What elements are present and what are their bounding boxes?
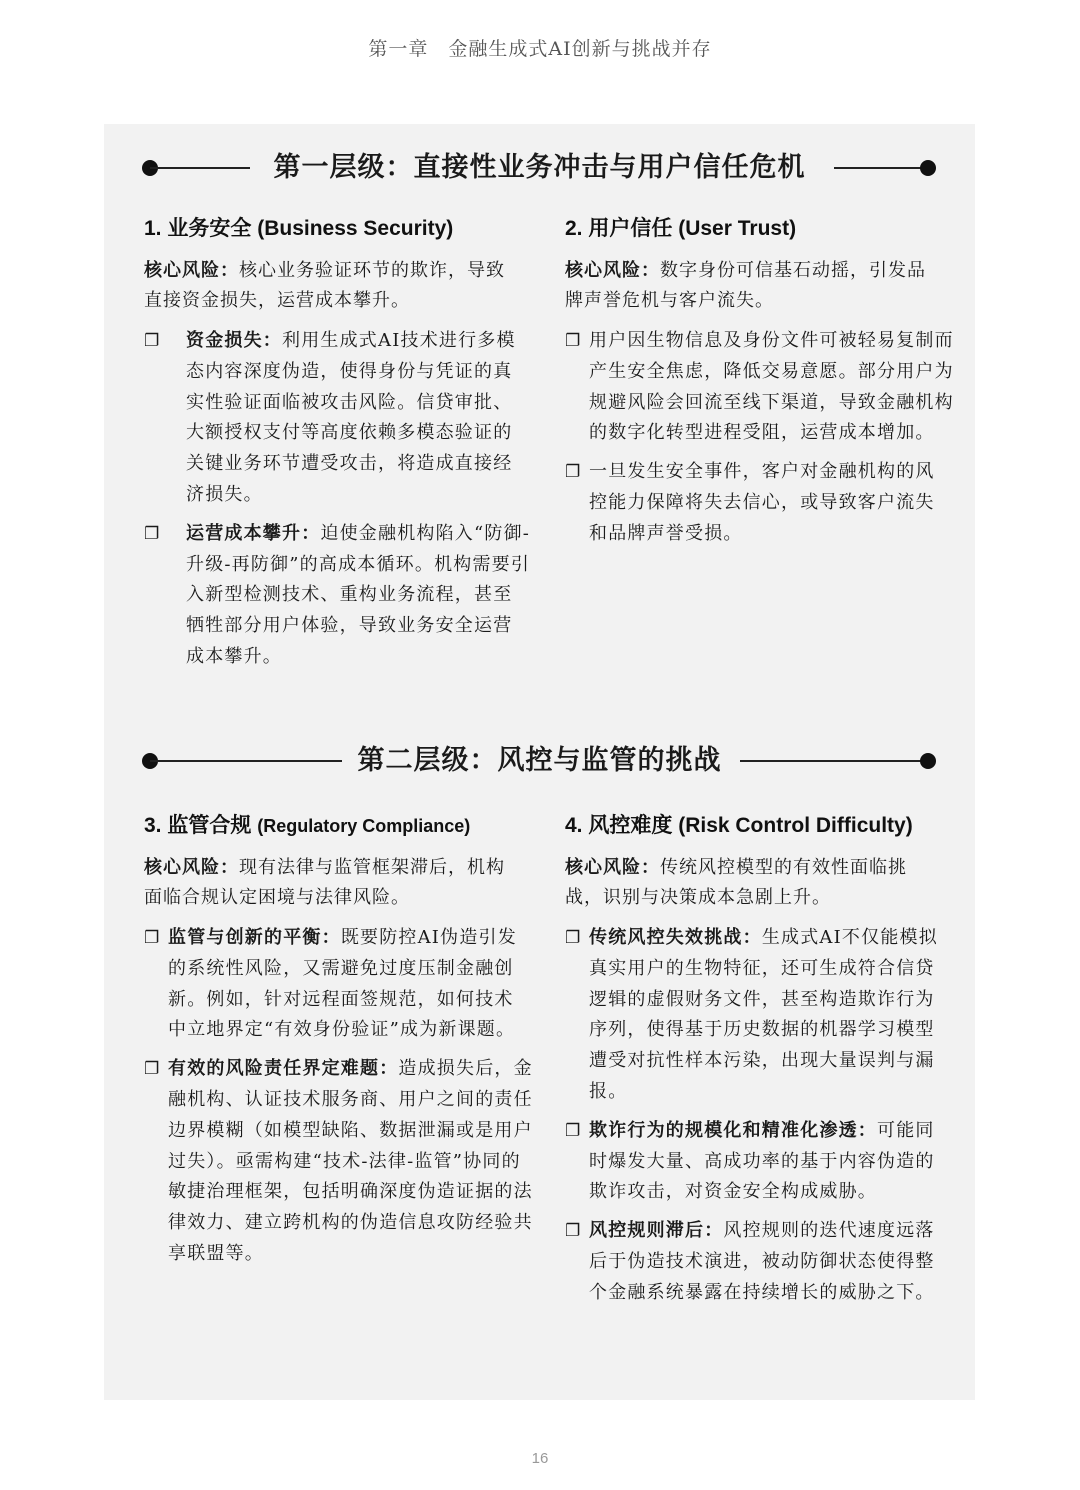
bullet-list [565,923,960,1309]
core-risk: 核心风险：现有法律与监管框架滞后，机构面临合规认定困境与法律风险。 [144,857,505,908]
checkbox-icon: ❐ [144,1059,161,1080]
column-business-security [144,213,539,681]
core-risk: 核心风险：数字身份可信基石动摇，引发品牌声誉危机与客户流失。 [565,260,926,311]
column-heading: 2. 用户信任 (User Trust) [565,215,797,240]
page-header: 第一章 金融生成式AI创新与挑战并存 [368,38,712,60]
checkbox-icon: ❐ [144,928,161,948]
page-number: 16 [531,1450,549,1467]
list-item: ❐ 风控规则滞后：风控规则的迭代速度远落后于伪造技术演进，被动防御状态使得整个金融系统暴露在持续增长的威胁之下。 [565,1216,939,1308]
section-title-2 [104,741,975,781]
content-panel [104,124,975,1400]
checkbox-icon: ❐ [565,1120,582,1141]
column-regulatory-compliance [144,810,539,1278]
list-item: ❐ 资金损失：利用生成式AI技术进行多模态内容深度伪造，使得身份与凭证的真实性验证面临被攻击风险。信贷审批、大额授权支付等高度依赖多模态验证的关键业务环节遭受攻击，将造成直接经济损失。 [144,326,531,511]
core-risk: 核心风险：核心业务验证环节的欺诈，导致直接资金损失，运营成本攀升。 [144,260,505,311]
checkbox-icon: ❐ [565,1221,582,1242]
list-item: ❐ 欺诈行为的规模化和精准化渗透：可能同时爆发大量、高成功率的基于内容伪造的欺诈攻击，对资金安全构成威胁。 [565,1116,939,1208]
checkbox-icon: ❐ [144,523,161,544]
section-title-1 [104,148,975,188]
bullet-list [144,923,539,1270]
section-title-text: 第二层级：风控与监管的挑战 [357,745,722,776]
core-risk: 核心风险：传统风控模型的有效性面临挑战，识别与决策成本急剧上升。 [565,857,907,908]
bullet-list [144,326,539,673]
column-heading: 1. 业务安全 (Business Security) [144,215,454,240]
list-item: ❐ 有效的风险责任界定难题：造成损失后，金融机构、认证技术服务商、用户之间的责任边界模糊（如模型缺陷、数据泄漏或是用户过失）。亟需构建“技术-法律-监管”协同的敏捷治理框架，包括明确深度伪造证据的法律效力、建立跨机构的伪造信息攻防经验共享联盟等。 [144,1054,536,1270]
list-item: ❐ 传统风控失效挑战：生成式AI不仅能模拟真实用户的生物特征，还可生成符合信贷逻辑的虚假财务文件，甚至构造欺诈行为序列，使得基于历史数据的机器学习模型遭受对抗性样本污染，出现大量误判与漏报。 [565,923,939,1108]
list-item: ❐ 运营成本攀升：迫使金融机构陷入“防御-升级-再防御”的高成本循环。机构需要引入新型检测技术、重构业务流程，甚至牺牲部分用户体验，导致业务安全运营成本攀升。 [144,519,531,673]
column-risk-control-difficulty [565,810,960,1317]
column-heading: 4. 风控难度 (Risk Control Difficulty) [565,812,913,837]
list-item: ❐ 用户因生物信息及身份文件可被轻易复制而产生安全焦虑，降低交易意愿。部分用户为规避风险会回流至线下渠道，导致金融机构的数字化转型进程受阻，运营成本增加。 [565,326,954,449]
checkbox-icon: ❐ [565,331,582,351]
checkbox-icon: ❐ [565,462,582,483]
checkbox-icon: ❐ [144,331,161,351]
checkbox-icon: ❐ [565,928,582,948]
section-title-text: 第一层级：直接性业务冲击与用户信任危机 [273,152,806,183]
column-heading: 3. 监管合规 (Regulatory Compliance) [144,812,471,837]
column-user-trust [565,213,960,558]
list-item: ❐ 监管与创新的平衡：既要防控AI伪造引发的系统性风险，又需避免过度压制金融创新。例如，针对远程面签规范，如何技术中立地界定“有效身份验证”成为新课题。 [144,923,528,1046]
list-item: ❐ 一旦发生安全事件，客户对金融机构的风控能力保障将失去信心，或导致客户流失和品牌声誉受损。 [565,457,939,549]
bullet-list [565,326,960,550]
